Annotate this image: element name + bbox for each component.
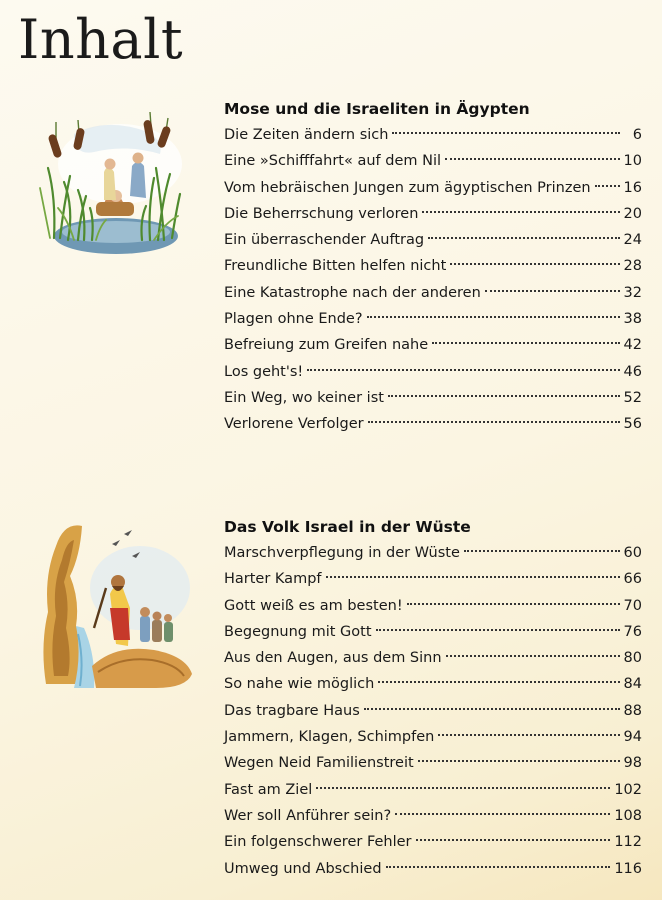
toc-entry-title: Eine »Schifffahrt« auf dem Nil <box>224 153 442 170</box>
toc-entry-page: 60 <box>623 545 642 561</box>
toc-entry-page: 46 <box>623 363 642 380</box>
toc-entry-page: 10 <box>623 153 642 170</box>
toc-entry-title: Die Zeiten ändern sich <box>224 127 389 143</box>
section-volk-israel-wueste <box>224 514 642 882</box>
toc-entry[interactable] <box>224 122 642 148</box>
toc-entry-page: 80 <box>623 650 642 667</box>
dot-leader <box>307 368 619 371</box>
toc-entry-page: 6 <box>632 127 642 143</box>
toc-entry[interactable] <box>224 332 642 358</box>
toc-entry[interactable] <box>224 856 642 882</box>
dot-leader <box>438 733 619 736</box>
dot-leader <box>407 602 620 605</box>
toc-entry[interactable] <box>224 724 642 750</box>
toc-entry-title: Marschverpflegung in der Wüste <box>224 545 460 561</box>
toc-entry-page: 70 <box>623 597 642 614</box>
toc-entry[interactable] <box>224 803 642 829</box>
toc-entry[interactable] <box>224 777 642 803</box>
toc-entry-title: Wer soll Anführer sein? <box>224 807 392 824</box>
toc-entry-page: 98 <box>623 755 642 772</box>
toc-entry-title: Gott weiß es am besten! <box>224 597 403 614</box>
toc-entry-title: Befreiung zum Greifen nahe <box>224 337 429 354</box>
toc-entry[interactable] <box>224 175 642 201</box>
page-title: Inhalt <box>18 8 184 71</box>
dot-leader <box>376 628 620 631</box>
toc-entry[interactable] <box>224 148 642 174</box>
toc-entry-title: Die Beherrschung verloren <box>224 205 419 222</box>
dot-leader <box>395 812 610 815</box>
toc-entry-title: Ein Weg, wo keiner ist <box>224 389 384 406</box>
dot-leader <box>388 394 620 397</box>
toc-entry-page: 88 <box>623 702 642 719</box>
toc-entry[interactable] <box>224 540 642 566</box>
toc-entry-title: So nahe wie möglich <box>224 676 375 693</box>
dot-leader <box>445 157 620 160</box>
dot-leader <box>326 575 620 578</box>
toc-entry-page: 42 <box>623 337 642 354</box>
toc-entry-title: Das tragbare Haus <box>224 702 360 719</box>
section-mose-aegypten <box>224 96 642 438</box>
toc-entry-title: Eine Katastrophe nach der anderen <box>224 284 481 301</box>
toc-entry-page: 20 <box>623 205 642 222</box>
toc-entry-title: Vom hebräischen Jungen zum ägyptischen Prinzen <box>224 179 591 196</box>
toc-entry[interactable] <box>224 411 642 437</box>
dot-leader <box>418 759 620 762</box>
toc-entry[interactable] <box>224 227 642 253</box>
toc-entry-title: Wegen Neid Familienstreit <box>224 755 414 772</box>
toc-entry[interactable] <box>224 201 642 227</box>
toc-entry-title: Aus den Augen, aus dem Sinn <box>224 650 442 667</box>
toc-entry-page: 38 <box>623 311 642 328</box>
section-heading: Mose und die Israeliten in Ägypten <box>224 100 530 118</box>
toc-entry[interactable] <box>224 593 642 619</box>
toc-entry-page: 16 <box>623 179 642 196</box>
dot-leader <box>386 865 611 868</box>
toc-entry-page: 116 <box>614 860 642 877</box>
rock-water-illustration <box>36 516 196 690</box>
toc-entry-page: 76 <box>623 623 642 640</box>
reeds-illustration <box>34 108 186 260</box>
toc-entry-title: Fast am Ziel <box>224 781 313 798</box>
toc-entry-page: 24 <box>623 232 642 249</box>
toc-entry-title: Los geht's! <box>224 363 304 380</box>
toc-entry-page: 112 <box>614 834 642 851</box>
toc-entry[interactable] <box>224 698 642 724</box>
toc-entry-title: Umweg und Abschied <box>224 860 382 877</box>
toc-entry[interactable] <box>224 280 642 306</box>
dot-leader <box>316 786 610 789</box>
dot-leader <box>367 315 620 318</box>
toc-entry-title: Verlorene Verfolger <box>224 416 364 433</box>
toc-entry[interactable] <box>224 253 642 279</box>
dot-leader <box>368 420 620 423</box>
dot-leader <box>485 289 620 292</box>
toc-entry-page: 102 <box>614 781 642 798</box>
toc-entry-title: Plagen ohne Ende? <box>224 311 363 328</box>
toc-entry[interactable] <box>224 619 642 645</box>
toc-entry-page: 52 <box>623 389 642 406</box>
toc-entry-page: 32 <box>623 284 642 301</box>
toc-entry[interactable] <box>224 829 642 855</box>
dot-leader <box>422 210 619 213</box>
dot-leader <box>378 680 619 683</box>
dot-leader <box>464 549 620 552</box>
toc-entry-page: 108 <box>614 807 642 824</box>
toc-entry-page: 94 <box>623 729 642 746</box>
dot-leader <box>416 838 611 841</box>
dot-leader <box>432 341 619 344</box>
toc-entry[interactable] <box>224 645 642 671</box>
dot-leader <box>595 184 620 187</box>
dot-leader <box>450 262 619 265</box>
toc-entry-title: Begegnung mit Gott <box>224 623 372 640</box>
toc-entry-title: Ein folgenschwerer Fehler <box>224 834 412 851</box>
toc-entry[interactable] <box>224 306 642 332</box>
dot-leader <box>446 654 620 657</box>
dot-leader <box>392 131 620 134</box>
toc-entry-title: Freundliche Bitten helfen nicht <box>224 258 447 275</box>
toc-entry[interactable] <box>224 385 642 411</box>
toc-entry[interactable] <box>224 671 642 697</box>
section-heading: Das Volk Israel in der Wüste <box>224 518 471 536</box>
toc-entry[interactable] <box>224 750 642 776</box>
toc-entry-page: 28 <box>623 258 642 275</box>
toc-entry-page: 56 <box>623 416 642 433</box>
toc-entry-title: Jammern, Klagen, Schimpfen <box>224 729 435 746</box>
toc-entry[interactable] <box>224 359 642 385</box>
dot-leader <box>364 707 620 710</box>
toc-entry-page: 66 <box>623 571 642 588</box>
dot-leader <box>428 236 619 239</box>
toc-entry-title: Ein überraschender Auftrag <box>224 232 425 249</box>
toc-entry[interactable] <box>224 566 642 592</box>
toc-entry-title: Harter Kampf <box>224 571 322 588</box>
toc-entry-page: 84 <box>623 676 642 693</box>
